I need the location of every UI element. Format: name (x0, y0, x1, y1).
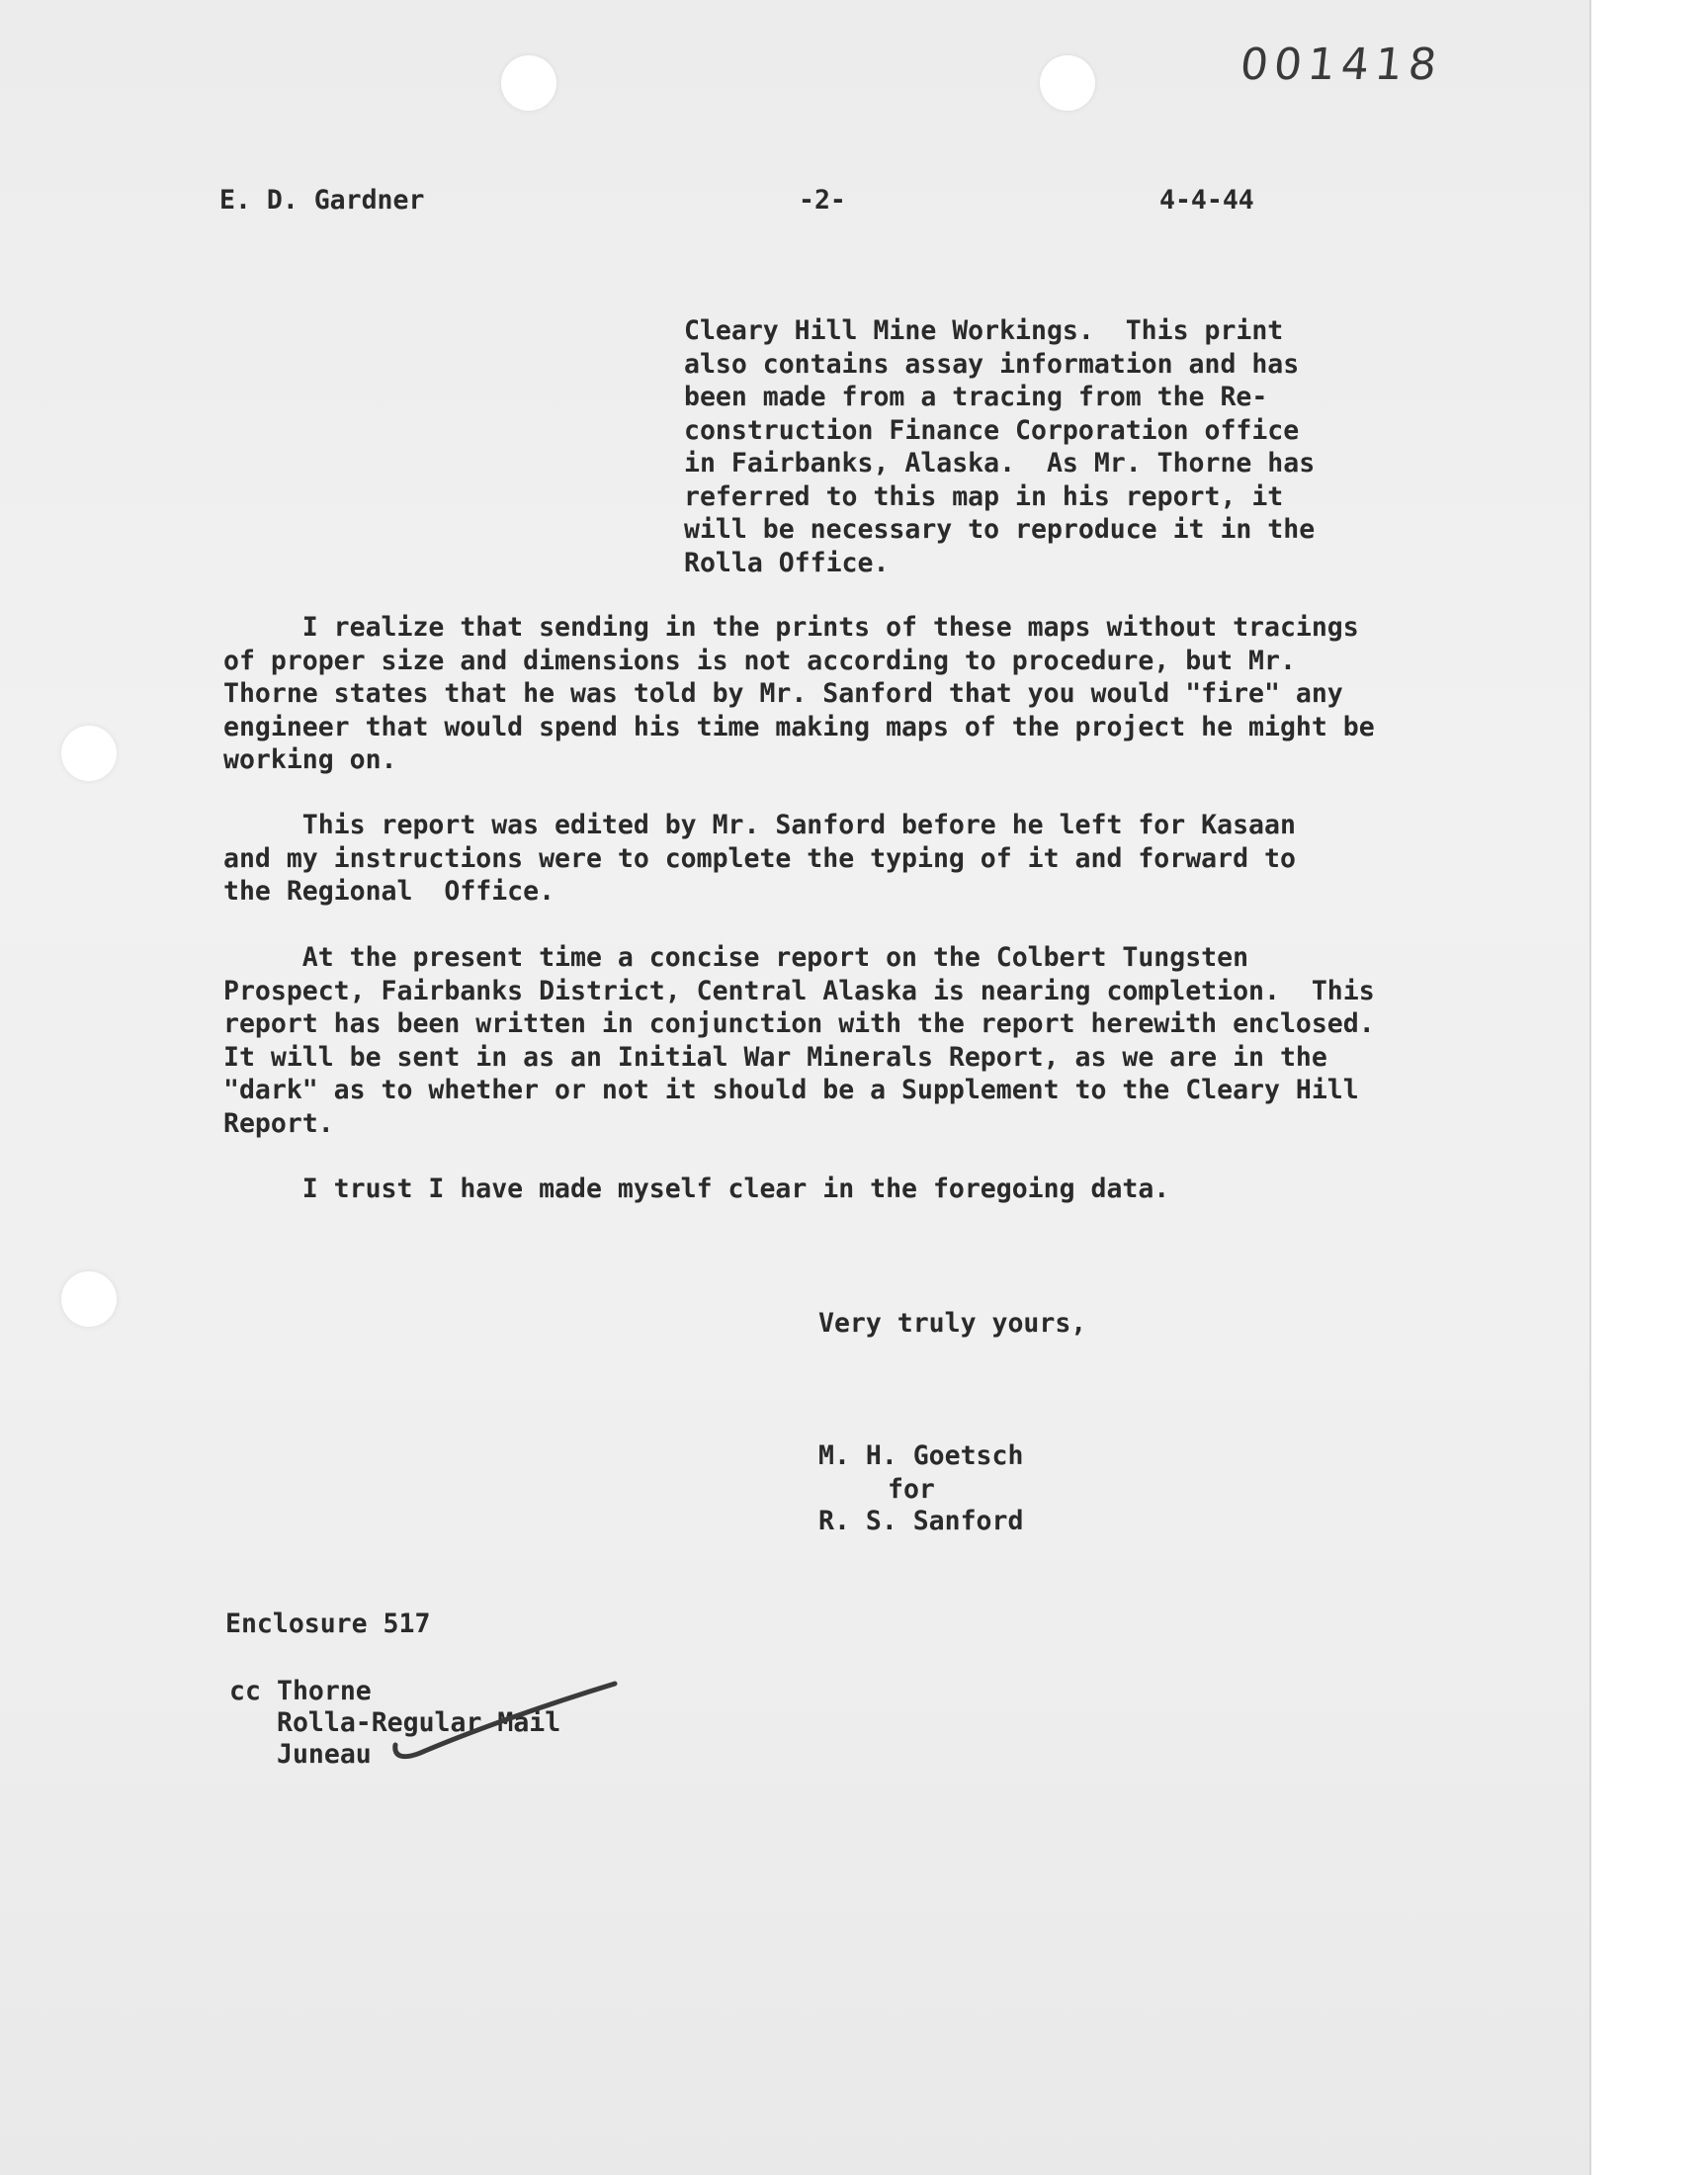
enclosure-note: Enclosure 517 (225, 1609, 431, 1639)
signature-name: M. H. Goetsch (818, 1440, 1024, 1471)
block-line: will be necessary to reproduce it in the (684, 514, 1316, 545)
block-line: Cleary Hill Mine Workings. This print (684, 315, 1284, 346)
paragraph-line: Report. (223, 1107, 334, 1139)
punch-hole (61, 726, 117, 781)
paragraph-line: I trust I have made myself clear in the foregoing data. (223, 1174, 1170, 1204)
handwritten-checkmark-icon (356, 1676, 623, 1765)
page-number: -2- (799, 185, 846, 216)
signature-for: for (888, 1474, 935, 1505)
paragraph-line: engineer that would spend his time making maps of the project he might be (223, 711, 1375, 742)
closing: Very truly yours, (818, 1308, 1087, 1339)
paragraph-line: "dark" as to whether or not it should be a Supplement to the Cleary Hill (223, 1075, 1359, 1105)
scan-background (1591, 0, 1708, 2175)
block-line: Rolla Office. (684, 547, 890, 578)
paragraph-line: At the present time a concise report on the Colbert Tungsten (223, 942, 1249, 973)
paragraph-line: I realize that sending in the prints of these maps without tracings (223, 612, 1359, 643)
document-stamp-number: 001418 (1238, 40, 1445, 90)
letter-date: 4-4-44 (1159, 185, 1254, 216)
paragraph-line: and my instructions were to complete the typing of it and forward to (223, 842, 1296, 874)
indented-block (684, 314, 1574, 579)
paragraph-line: Thorne states that he was told by Mr. Sanford that you would "fire" any (223, 678, 1343, 709)
signature-on-behalf: R. S. Sanford (818, 1506, 1024, 1536)
punch-hole (1040, 55, 1095, 111)
block-line: been made from a tracing from the Re- (684, 382, 1268, 412)
punch-hole (501, 55, 556, 111)
cc-recipient: Juneau (277, 1739, 372, 1770)
paragraph-colbert (223, 941, 1508, 1140)
paragraph-line: of proper size and dimensions is not according to procedure, but Mr. (223, 645, 1296, 676)
cc-recipient: Rolla-Regular Mail (277, 1707, 561, 1738)
punch-hole (61, 1271, 117, 1327)
cc-recipient: Thorne (277, 1676, 372, 1706)
paragraph-line: Prospect, Fairbanks District, Central Alaska is nearing completion. This (223, 975, 1375, 1006)
block-line: referred to this map in his report, it (684, 480, 1284, 512)
paragraph-line: working on. (223, 744, 397, 775)
paragraph-trust (223, 1173, 1508, 1206)
cc-label: cc (229, 1676, 261, 1706)
paragraph-line: This report was edited by Mr. Sanford before he left for Kasaan (223, 810, 1296, 840)
block-line: construction Finance Corporation office (684, 414, 1300, 446)
addressee: E. D. Gardner (219, 185, 425, 216)
block-line: in Fairbanks, Alaska. As Mr. Thorne has (684, 448, 1316, 478)
paragraph-line: the Regional Office. (223, 876, 555, 907)
paragraph-prints (223, 611, 1508, 777)
paragraph-line: report has been written in conjunction with the report herewith enclosed. (223, 1008, 1375, 1039)
block-line: also contains assay information and has (684, 348, 1300, 380)
paragraph-edited (223, 809, 1508, 909)
paragraph-line: It will be sent in as an Initial War Minerals Report, as we are in the (223, 1041, 1327, 1073)
